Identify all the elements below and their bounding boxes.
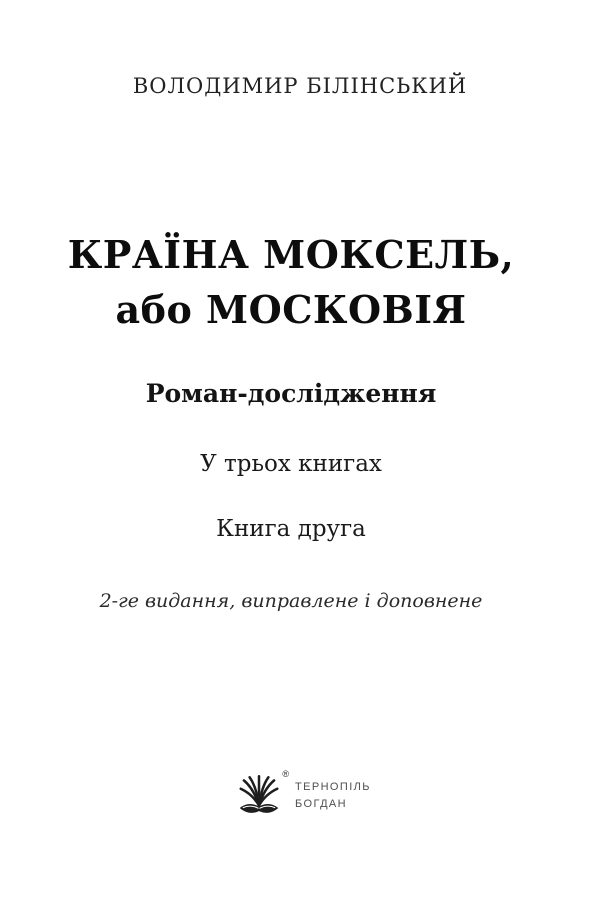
author-name: ВОЛОДИМИР БІЛІНСЬКИЙ — [132, 74, 468, 98]
edition-note: 2-ге видання, виправлене і доповнене — [99, 590, 483, 612]
genre-subtitle: Роман-дослідження — [145, 379, 437, 408]
publisher-block — [238, 771, 371, 819]
series-note: У трьох книгах — [200, 451, 382, 477]
publisher-text — [295, 771, 371, 813]
registered-trademark-icon: ® — [282, 769, 289, 779]
publisher-name: БОГДАН — [295, 798, 348, 810]
tree-over-open-book-icon — [238, 771, 280, 819]
publisher-city: ТЕРНОПІЛЬ — [295, 781, 371, 793]
book-title-line-2: або МОСКОВІЯ — [115, 287, 467, 332]
book-number: Книга друга — [216, 516, 366, 542]
book-title-line-1: КРАЇНА МОКСЕЛЬ, — [67, 232, 515, 277]
publisher-logo — [238, 769, 289, 819]
